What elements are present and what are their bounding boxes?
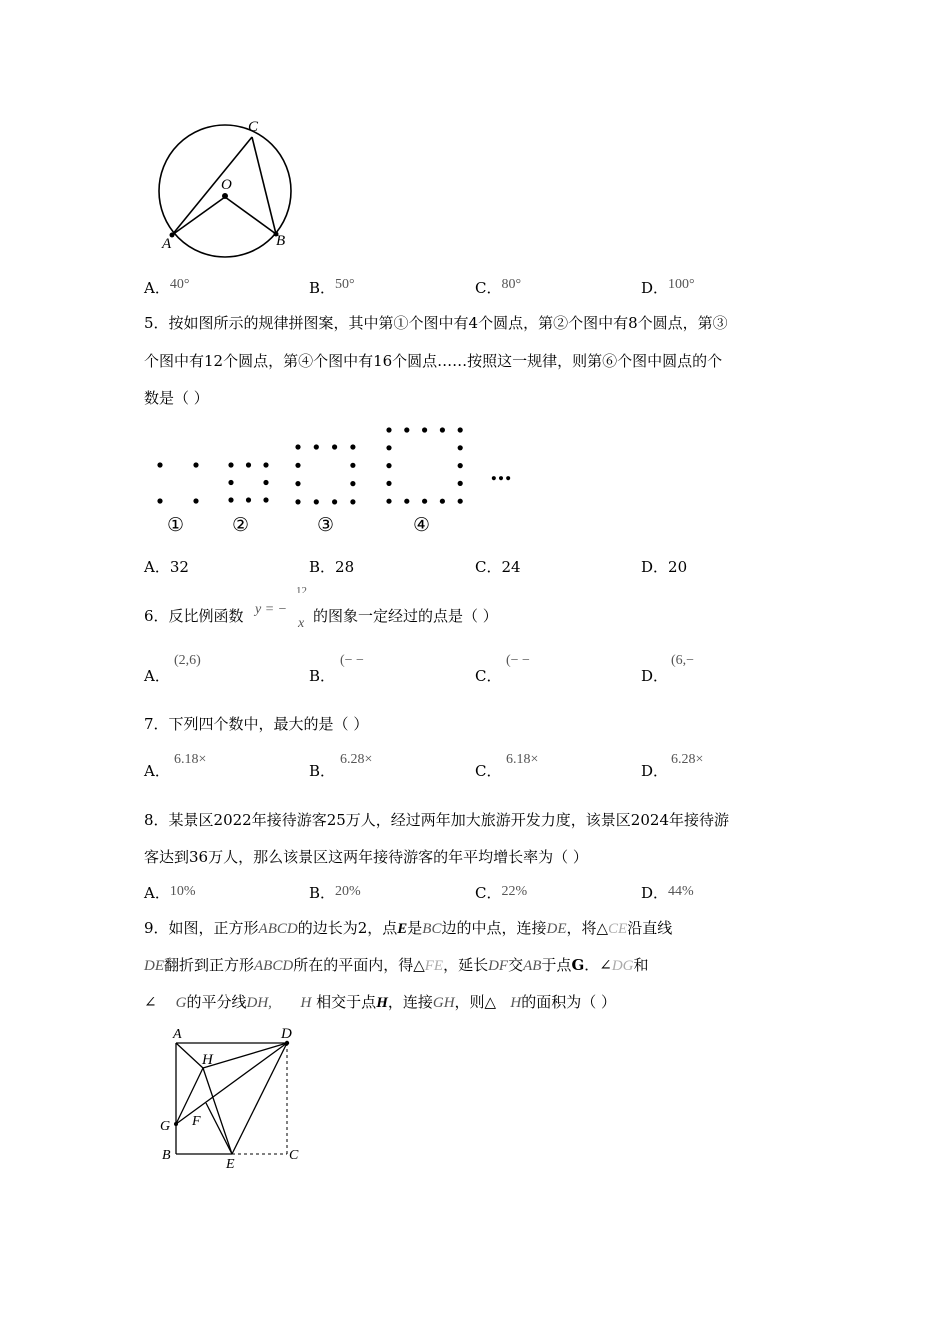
q9-l2-d: 所在的平面内，得△ xyxy=(293,956,425,974)
q9-line-FE xyxy=(206,1103,232,1154)
q9-l2-k: G xyxy=(571,956,585,974)
q5-stem-line2: 个图中有12个圆点，第④个图中有16个圆点……按照这一规律，则第⑥个图中圆点的个 xyxy=(144,352,723,370)
q9-label-C: C xyxy=(289,1148,299,1163)
q9-l1-h: DE xyxy=(546,921,567,937)
q9-label-A: A xyxy=(173,1027,182,1042)
q8-option-b-value: 20% xyxy=(335,884,361,899)
q9-l3-a: ∠ xyxy=(144,993,157,1011)
q6-option-c-value: (− − xyxy=(506,653,530,668)
q4-option-a-value: 40° xyxy=(169,277,190,292)
q9-l3-f: 相交于点 xyxy=(316,993,377,1011)
q8-stem-line1: 8．某景区2022年接待游客25万人，经过两年加大旅游开发力度，该景区2024年接待游 xyxy=(144,811,729,829)
q6-formula-denominator: x xyxy=(298,616,305,631)
q9-l3-d: DH, xyxy=(246,995,272,1011)
q9-l3-e: H xyxy=(300,995,312,1011)
q9-label-F: F xyxy=(192,1114,201,1129)
q8-option-d-value: 44% xyxy=(668,884,694,899)
q4-label-A: A xyxy=(162,236,172,252)
q4-option-b-value: 50° xyxy=(335,277,355,292)
q9-l1-b: ABCD xyxy=(258,921,298,937)
q9-l3-b: G xyxy=(175,995,187,1011)
q9-line-DH xyxy=(203,1043,287,1068)
q9-label-G: G xyxy=(160,1119,171,1134)
q8-option-a-letter: A． xyxy=(144,884,170,902)
q5-option-d-value: 20 xyxy=(668,558,688,576)
q4-option-a-letter: A． xyxy=(144,279,170,297)
q9-l2-m: DG xyxy=(611,958,634,974)
q5-option-d-letter: D． xyxy=(641,558,669,576)
q7-option-a-letter: A． xyxy=(144,762,170,780)
q9-l2-h: 交 xyxy=(508,956,524,974)
q9-l2-i: AB xyxy=(523,958,542,974)
q9-l1-f: BC xyxy=(422,921,442,937)
q9-point-G-dot xyxy=(174,1122,178,1126)
q9-l2-g: DF xyxy=(488,958,509,974)
q9-label-D: D xyxy=(281,1026,292,1042)
q6-option-b-letter: B． xyxy=(309,667,336,685)
q4-option-c-letter: C． xyxy=(475,279,502,297)
q6-option-c-letter: C． xyxy=(475,667,502,685)
q6-stem-suffix: 的图象一定经过的点是（ ） xyxy=(313,607,498,625)
q8-stem-line2: 客达到36万人，那么该景区这两年接待游客的年平均增长率为（ ） xyxy=(144,848,588,866)
q9-l3-i: GH xyxy=(432,995,455,1011)
q7-option-a-value: 6.18× xyxy=(174,752,207,767)
q4-label-B: B xyxy=(276,233,286,249)
q5-ellipsis: … xyxy=(490,460,510,486)
q5-stem-line3: 数是（ ） xyxy=(144,389,209,407)
q6-formula-lhs: y = − xyxy=(255,602,288,617)
q5-option-b-value: 28 xyxy=(335,558,355,576)
q8-option-b-letter: B． xyxy=(309,884,336,902)
q7-stem: 7．下列四个数中，最大的是（ ） xyxy=(144,715,369,733)
q9-label-B: B xyxy=(162,1148,171,1163)
q9-line-AH xyxy=(176,1043,203,1068)
q6-formula-numerator: 12 xyxy=(296,585,307,593)
q9-l3-l: 的面积为（ ） xyxy=(521,993,617,1011)
q9-l1-e: 是 xyxy=(407,919,423,937)
q9-l1-a: 9．如图，正方形 xyxy=(144,919,259,937)
q6-option-d-value: (6,− xyxy=(671,653,695,668)
q9-l3-h: ，连接 xyxy=(387,993,433,1011)
q5-pattern-label-3: ③ xyxy=(317,514,335,536)
q8-option-d-letter: D． xyxy=(641,884,669,902)
q7-option-d-letter: D． xyxy=(641,762,669,780)
q4-option-c-value: 80° xyxy=(501,277,522,292)
q5-option-b-letter: B． xyxy=(309,558,336,576)
q9-l2-n: 和 xyxy=(633,956,649,974)
q6-option-a-value: (2,6) xyxy=(174,653,201,668)
q5-pattern-label-2: ② xyxy=(232,514,250,536)
q9-line-DE xyxy=(232,1043,287,1154)
q5-option-c-value: 24 xyxy=(501,558,521,576)
q4-option-d-value: 100° xyxy=(668,277,695,292)
q4-option-b-letter: B． xyxy=(309,279,336,297)
q5-option-c-letter: C． xyxy=(475,558,502,576)
q9-l1-i: ，将△ xyxy=(566,919,609,937)
q6-option-b-value: (− − xyxy=(340,653,364,668)
q9-l2-j: 于点 xyxy=(541,956,572,974)
q6-option-a-letter: A． xyxy=(144,667,170,685)
q6-option-d-letter: D． xyxy=(641,667,669,685)
q4-label-C: C xyxy=(248,119,259,135)
q9-l1-k: 沿直线 xyxy=(627,919,673,937)
q4-label-O: O xyxy=(221,177,232,193)
q9-l1-g: 边的中点，连接 xyxy=(441,919,547,937)
q9-l2-c: ABCD xyxy=(254,958,294,974)
q9-l2-b: 翻折到正方形 xyxy=(164,956,255,974)
q9-l2-f: ，延长 xyxy=(443,956,489,974)
q5-pattern-label-4: ④ xyxy=(413,514,431,536)
q7-option-b-value: 6.28× xyxy=(340,752,373,767)
q7-option-d-value: 6.28× xyxy=(671,752,704,767)
q9-l1-d: E xyxy=(397,921,408,937)
q5-stem-line1: 5．按如图所示的规律拼图案，其中第①个图中有4个圆点，第②个图中有8个圆点，第③ xyxy=(144,314,728,332)
q7-option-c-letter: C． xyxy=(475,762,502,780)
q9-line-HE xyxy=(203,1068,232,1154)
q5-pattern-label-1: ① xyxy=(167,514,185,536)
q8-option-c-value: 22% xyxy=(501,884,528,899)
q9-l2-l: ．∠ xyxy=(584,956,612,974)
q8-option-a-value: 10% xyxy=(169,884,196,899)
q4-option-d-letter: D． xyxy=(641,279,669,297)
q9-l3-k: H xyxy=(510,995,522,1011)
q9-l3-j: ，则△ xyxy=(454,993,497,1011)
q5-option-a-value: 32 xyxy=(169,558,189,576)
q9-l3-g: H xyxy=(376,995,388,1011)
q5-option-a-letter: A． xyxy=(144,558,170,576)
q9-label-E: E xyxy=(226,1157,235,1172)
q6-stem-prefix: 6．反比例函数 xyxy=(144,607,244,625)
q9-label-H: H xyxy=(202,1052,213,1068)
q7-option-b-letter: B． xyxy=(309,762,336,780)
q9-l1-c: 的边长为2，点 xyxy=(297,919,398,937)
q9-l3-c: 的平分线 xyxy=(186,993,247,1011)
q8-option-c-letter: C． xyxy=(475,884,502,902)
q9-l2-a: DE xyxy=(144,958,164,974)
q9-l1-j: CE xyxy=(608,921,628,937)
q9-l2-e: FE xyxy=(424,958,444,974)
q7-option-c-value: 6.18× xyxy=(506,752,539,767)
